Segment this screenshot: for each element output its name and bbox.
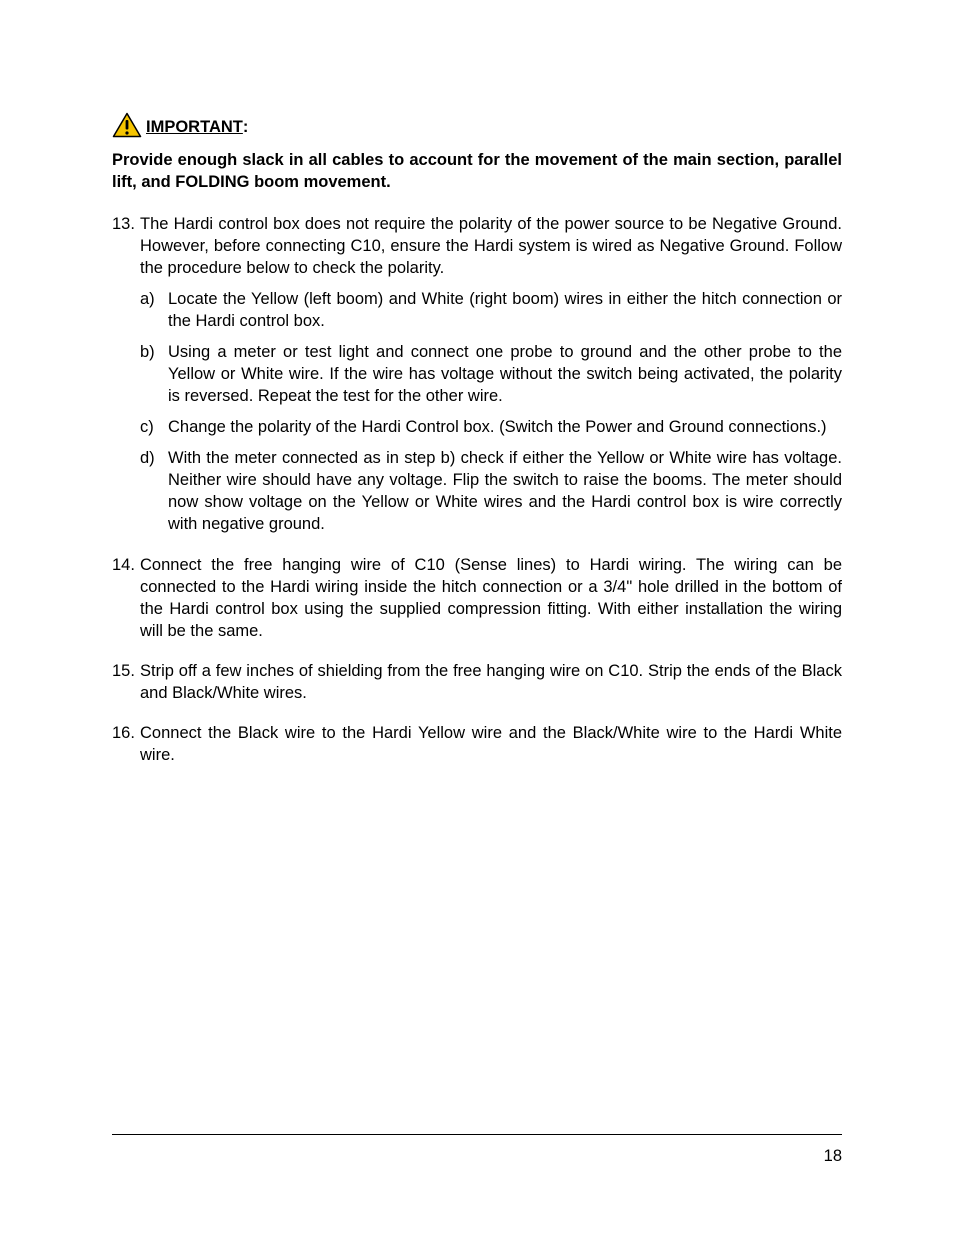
step-14 [112, 554, 842, 642]
substep-text: Change the polarity of the Hardi Control box. (Switch the Power and Ground connections.) [168, 418, 827, 436]
step-text: Strip off a few inches of shielding from the free hanging wire on C10. Strip the ends of the Black and Black/White wires. [140, 662, 842, 702]
step-number: 13. [112, 215, 135, 233]
substep-text: Locate the Yellow (left boom) and White (right boom) wires in either the hitch connection or the Hardi control box. [168, 290, 842, 330]
important-label: IMPORTANT [146, 118, 243, 136]
substep-d [140, 447, 842, 535]
footer-divider [112, 1134, 842, 1135]
important-colon: : [242, 118, 249, 136]
step-body [140, 213, 842, 535]
step-text: The Hardi control box does not require the polarity of the power source to be Negative Ground. However, before connecting C10, ensure the Hardi system is wired as Negative Ground. Follow the procedure below to check the polarity. [140, 215, 842, 277]
step-number: 14. [112, 556, 135, 574]
step-number: 16. [112, 724, 135, 742]
important-heading [112, 108, 842, 138]
step-text: Connect the free hanging wire of C10 (Sense lines) to Hardi wiring. The wiring can be connected to the Hardi wiring inside the hitch connection or a 3/4" hole drilled in the bottom of the Hardi control box using the supplied compression fitting. With either installation the wiring will be the same. [140, 556, 842, 640]
substep-c [140, 416, 842, 438]
step-13 [112, 213, 842, 535]
substep-letter: d) [140, 449, 155, 467]
substep-letter: a) [140, 290, 155, 308]
page-number: 18 [823, 1147, 842, 1165]
warning-triangle-icon [112, 112, 142, 138]
substep-list [140, 288, 842, 535]
step-16 [112, 722, 842, 766]
substep-letter: c) [140, 418, 154, 436]
procedure-steps [112, 213, 842, 766]
substep-b [140, 341, 842, 407]
substep-a [140, 288, 842, 332]
step-text: Connect the Black wire to the Hardi Yellow wire and the Black/White wire to the Hardi White wire. [140, 724, 842, 764]
substep-text: With the meter connected as in step b) check if either the Yellow or White wire has voltage. Neither wire should have any voltage. Flip the switch to raise the booms. The meter should now show voltage on the Yellow or White wires and the Hardi control box is wire correctly with negative ground. [168, 449, 842, 533]
important-notice-text: Provide enough slack in all cables to account for the movement of the main section, parallel lift, and FOLDING boom movement. [112, 151, 842, 191]
step-number: 15. [112, 662, 135, 680]
substep-letter: b) [140, 343, 155, 361]
document-page [112, 108, 842, 766]
step-15 [112, 660, 842, 704]
substep-text: Using a meter or test light and connect one probe to ground and the other probe to the Yellow or White wire. If the wire has voltage without the switch being activated, the polarity is reversed. Repeat the test for the other wire. [168, 343, 842, 405]
